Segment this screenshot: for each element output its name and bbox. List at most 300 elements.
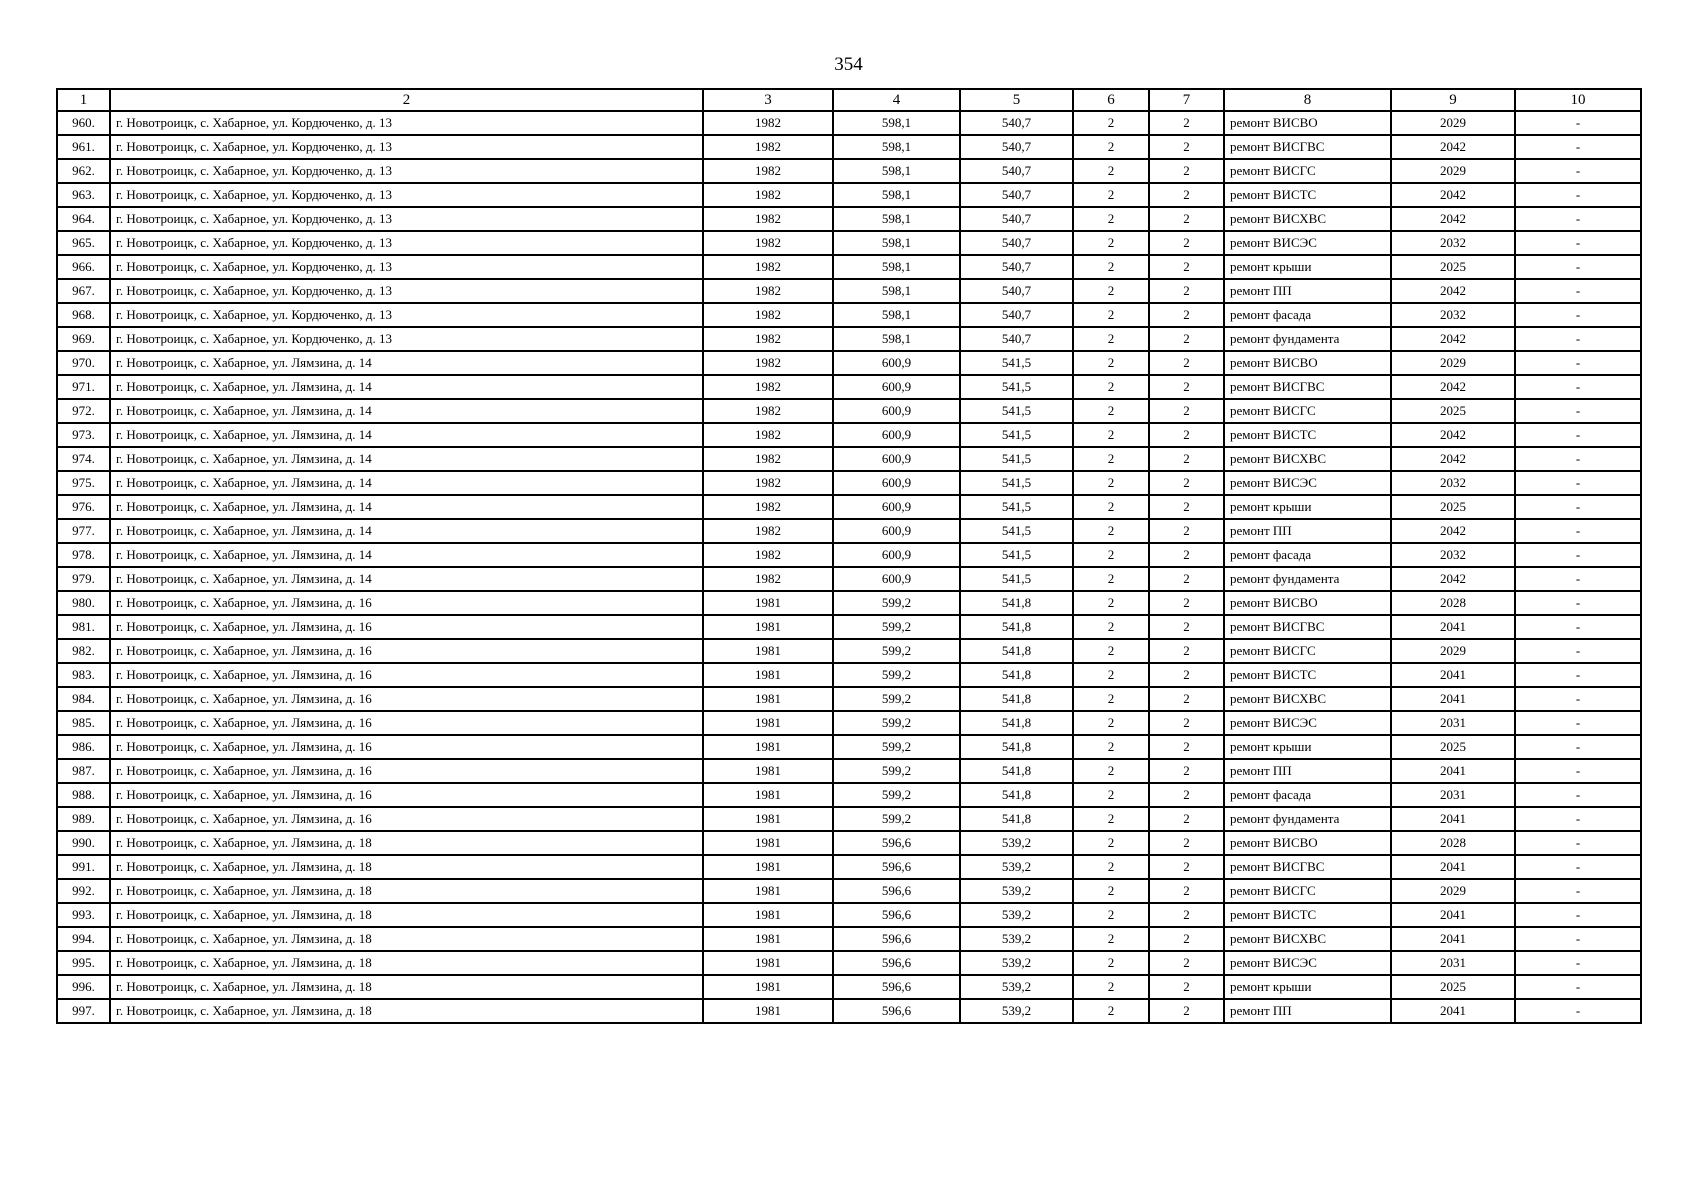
address-cell: г. Новотроицк, с. Хабарное, ул. Лямзина, д. 14 [110,543,703,567]
address-cell: г. Новотроицк, с. Хабарное, ул. Лямзина, д. 14 [110,519,703,543]
table-row [57,759,1641,783]
col10-cell: - [1515,375,1641,399]
col7-cell: 2 [1149,999,1224,1023]
total-area-cell: 598,1 [833,135,960,159]
col10-cell: - [1515,399,1641,423]
work-type-cell: ремонт ВИСХВС [1224,207,1391,231]
col6-cell: 2 [1073,879,1149,903]
planned-year-cell: 2029 [1391,111,1515,135]
planned-year-cell: 2025 [1391,255,1515,279]
planned-year-cell: 2041 [1391,663,1515,687]
living-area-cell: 541,5 [960,351,1073,375]
table-row [57,351,1641,375]
total-area-cell: 600,9 [833,399,960,423]
col6-cell: 2 [1073,351,1149,375]
col6-cell: 2 [1073,687,1149,711]
planned-year-cell: 2041 [1391,759,1515,783]
col6-cell: 2 [1073,639,1149,663]
table-row [57,375,1641,399]
year-built-cell: 1982 [703,183,833,207]
col6-cell: 2 [1073,615,1149,639]
year-built-cell: 1982 [703,519,833,543]
total-area-cell: 596,6 [833,975,960,999]
col7-cell: 2 [1149,159,1224,183]
living-area-cell: 541,5 [960,447,1073,471]
total-area-cell: 598,1 [833,255,960,279]
col7-cell: 2 [1149,951,1224,975]
table-row [57,495,1641,519]
row-number-cell: 963. [57,183,110,207]
row-number-cell: 992. [57,879,110,903]
col10-cell: - [1515,975,1641,999]
table-row [57,927,1641,951]
planned-year-cell: 2025 [1391,495,1515,519]
col7-cell: 2 [1149,255,1224,279]
total-area-cell: 599,2 [833,687,960,711]
col6-cell: 2 [1073,375,1149,399]
planned-year-cell: 2031 [1391,951,1515,975]
total-area-cell: 596,6 [833,927,960,951]
work-type-cell: ремонт крыши [1224,495,1391,519]
row-number-cell: 969. [57,327,110,351]
col7-cell: 2 [1149,519,1224,543]
address-cell: г. Новотроицк, с. Хабарное, ул. Лямзина, д. 16 [110,639,703,663]
col10-cell: - [1515,327,1641,351]
total-area-cell: 598,1 [833,279,960,303]
year-built-cell: 1981 [703,975,833,999]
address-cell: г. Новотроицк, с. Хабарное, ул. Лямзина, д. 14 [110,495,703,519]
address-cell: г. Новотроицк, с. Хабарное, ул. Лямзина, д. 16 [110,663,703,687]
work-type-cell: ремонт ВИСВО [1224,831,1391,855]
col6-cell: 2 [1073,231,1149,255]
table-row [57,639,1641,663]
col10-cell: - [1515,927,1641,951]
work-type-cell: ремонт ВИСТС [1224,423,1391,447]
work-type-cell: ремонт ВИСГС [1224,159,1391,183]
col7-cell: 2 [1149,975,1224,999]
living-area-cell: 541,8 [960,711,1073,735]
work-type-cell: ремонт ВИСГВС [1224,135,1391,159]
col7-cell: 2 [1149,591,1224,615]
column-header: 8 [1224,89,1391,111]
work-type-cell: ремонт ВИСГВС [1224,855,1391,879]
table-row [57,135,1641,159]
row-number-cell: 966. [57,255,110,279]
living-area-cell: 541,8 [960,807,1073,831]
living-area-cell: 539,2 [960,975,1073,999]
column-header: 1 [57,89,110,111]
year-built-cell: 1981 [703,927,833,951]
living-area-cell: 540,7 [960,327,1073,351]
column-header: 5 [960,89,1073,111]
table-row [57,111,1641,135]
col6-cell: 2 [1073,759,1149,783]
address-cell: г. Новотроицк, с. Хабарное, ул. Кордюченко, д. 13 [110,183,703,207]
work-type-cell: ремонт фундамента [1224,807,1391,831]
row-number-cell: 989. [57,807,110,831]
row-number-cell: 995. [57,951,110,975]
row-number-cell: 983. [57,663,110,687]
living-area-cell: 540,7 [960,159,1073,183]
col7-cell: 2 [1149,423,1224,447]
row-number-cell: 974. [57,447,110,471]
year-built-cell: 1982 [703,327,833,351]
planned-year-cell: 2041 [1391,615,1515,639]
col7-cell: 2 [1149,735,1224,759]
living-area-cell: 539,2 [960,831,1073,855]
work-type-cell: ремонт ВИСГС [1224,399,1391,423]
year-built-cell: 1982 [703,567,833,591]
table-row [57,711,1641,735]
planned-year-cell: 2041 [1391,999,1515,1023]
address-cell: г. Новотроицк, с. Хабарное, ул. Кордюченко, д. 13 [110,231,703,255]
total-area-cell: 598,1 [833,207,960,231]
address-cell: г. Новотроицк, с. Хабарное, ул. Лямзина, д. 14 [110,471,703,495]
address-cell: г. Новотроицк, с. Хабарное, ул. Лямзина, д. 18 [110,951,703,975]
table-row [57,423,1641,447]
row-number-cell: 961. [57,135,110,159]
col10-cell: - [1515,903,1641,927]
work-type-cell: ремонт ВИСХВС [1224,447,1391,471]
col10-cell: - [1515,831,1641,855]
row-number-cell: 987. [57,759,110,783]
col10-cell: - [1515,183,1641,207]
table-row [57,519,1641,543]
planned-year-cell: 2042 [1391,327,1515,351]
table-row [57,279,1641,303]
living-area-cell: 541,5 [960,471,1073,495]
total-area-cell: 599,2 [833,591,960,615]
planned-year-cell: 2042 [1391,135,1515,159]
col6-cell: 2 [1073,927,1149,951]
col10-cell: - [1515,519,1641,543]
address-cell: г. Новотроицк, с. Хабарное, ул. Лямзина, д. 16 [110,687,703,711]
col6-cell: 2 [1073,567,1149,591]
col6-cell: 2 [1073,975,1149,999]
year-built-cell: 1981 [703,591,833,615]
total-area-cell: 600,9 [833,351,960,375]
row-number-cell: 971. [57,375,110,399]
year-built-cell: 1981 [703,639,833,663]
col7-cell: 2 [1149,351,1224,375]
table-row [57,327,1641,351]
year-built-cell: 1982 [703,471,833,495]
total-area-cell: 596,6 [833,855,960,879]
col10-cell: - [1515,855,1641,879]
living-area-cell: 541,5 [960,519,1073,543]
work-type-cell: ремонт ВИСГВС [1224,375,1391,399]
planned-year-cell: 2031 [1391,711,1515,735]
repair-schedule-table [56,88,1642,1024]
year-built-cell: 1982 [703,303,833,327]
column-header: 9 [1391,89,1515,111]
col10-cell: - [1515,591,1641,615]
row-number-cell: 994. [57,927,110,951]
col7-cell: 2 [1149,327,1224,351]
column-header: 6 [1073,89,1149,111]
col10-cell: - [1515,471,1641,495]
table-row [57,591,1641,615]
col6-cell: 2 [1073,423,1149,447]
living-area-cell: 541,8 [960,663,1073,687]
planned-year-cell: 2042 [1391,519,1515,543]
address-cell: г. Новотроицк, с. Хабарное, ул. Лямзина, д. 16 [110,711,703,735]
row-number-cell: 968. [57,303,110,327]
planned-year-cell: 2042 [1391,567,1515,591]
year-built-cell: 1981 [703,879,833,903]
row-number-cell: 981. [57,615,110,639]
living-area-cell: 540,7 [960,255,1073,279]
row-number-cell: 985. [57,711,110,735]
living-area-cell: 539,2 [960,879,1073,903]
year-built-cell: 1982 [703,207,833,231]
living-area-cell: 539,2 [960,855,1073,879]
year-built-cell: 1981 [703,759,833,783]
address-cell: г. Новотроицк, с. Хабарное, ул. Лямзина, д. 14 [110,351,703,375]
total-area-cell: 598,1 [833,111,960,135]
planned-year-cell: 2042 [1391,183,1515,207]
address-cell: г. Новотроицк, с. Хабарное, ул. Лямзина, д. 18 [110,903,703,927]
address-cell: г. Новотроицк, с. Хабарное, ул. Лямзина, д. 14 [110,447,703,471]
col6-cell: 2 [1073,591,1149,615]
work-type-cell: ремонт фундамента [1224,567,1391,591]
table-row [57,999,1641,1023]
row-number-cell: 986. [57,735,110,759]
year-built-cell: 1982 [703,279,833,303]
col10-cell: - [1515,999,1641,1023]
planned-year-cell: 2028 [1391,591,1515,615]
planned-year-cell: 2041 [1391,855,1515,879]
address-cell: г. Новотроицк, с. Хабарное, ул. Лямзина, д. 18 [110,927,703,951]
table-row [57,615,1641,639]
col10-cell: - [1515,207,1641,231]
col6-cell: 2 [1073,855,1149,879]
year-built-cell: 1982 [703,543,833,567]
col6-cell: 2 [1073,735,1149,759]
row-number-cell: 982. [57,639,110,663]
col10-cell: - [1515,543,1641,567]
work-type-cell: ремонт ВИСЭС [1224,951,1391,975]
living-area-cell: 540,7 [960,135,1073,159]
total-area-cell: 598,1 [833,303,960,327]
column-header: 10 [1515,89,1641,111]
row-number-cell: 978. [57,543,110,567]
address-cell: г. Новотроицк, с. Хабарное, ул. Кордюченко, д. 13 [110,255,703,279]
col7-cell: 2 [1149,639,1224,663]
total-area-cell: 596,6 [833,903,960,927]
year-built-cell: 1982 [703,231,833,255]
total-area-cell: 599,2 [833,735,960,759]
row-number-cell: 975. [57,471,110,495]
work-type-cell: ремонт ВИСТС [1224,903,1391,927]
col7-cell: 2 [1149,399,1224,423]
col7-cell: 2 [1149,471,1224,495]
work-type-cell: ремонт крыши [1224,975,1391,999]
col6-cell: 2 [1073,783,1149,807]
total-area-cell: 599,2 [833,639,960,663]
address-cell: г. Новотроицк, с. Хабарное, ул. Лямзина, д. 18 [110,975,703,999]
table-header-row [57,89,1641,111]
year-built-cell: 1982 [703,351,833,375]
address-cell: г. Новотроицк, с. Хабарное, ул. Лямзина, д. 14 [110,423,703,447]
address-cell: г. Новотроицк, с. Хабарное, ул. Кордюченко, д. 13 [110,279,703,303]
col6-cell: 2 [1073,999,1149,1023]
col7-cell: 2 [1149,135,1224,159]
row-number-cell: 973. [57,423,110,447]
table-row [57,543,1641,567]
col7-cell: 2 [1149,663,1224,687]
row-number-cell: 997. [57,999,110,1023]
work-type-cell: ремонт ВИСХВС [1224,687,1391,711]
planned-year-cell: 2042 [1391,375,1515,399]
col6-cell: 2 [1073,903,1149,927]
page-number: 354 [834,54,863,75]
planned-year-cell: 2041 [1391,687,1515,711]
col10-cell: - [1515,951,1641,975]
planned-year-cell: 2042 [1391,447,1515,471]
work-type-cell: ремонт ПП [1224,759,1391,783]
row-number-cell: 960. [57,111,110,135]
col6-cell: 2 [1073,255,1149,279]
col6-cell: 2 [1073,711,1149,735]
col10-cell: - [1515,711,1641,735]
planned-year-cell: 2042 [1391,279,1515,303]
total-area-cell: 599,2 [833,711,960,735]
year-built-cell: 1982 [703,447,833,471]
col6-cell: 2 [1073,183,1149,207]
year-built-cell: 1982 [703,159,833,183]
year-built-cell: 1982 [703,399,833,423]
col7-cell: 2 [1149,687,1224,711]
column-header: 3 [703,89,833,111]
planned-year-cell: 2029 [1391,159,1515,183]
planned-year-cell: 2032 [1391,471,1515,495]
col10-cell: - [1515,111,1641,135]
planned-year-cell: 2032 [1391,543,1515,567]
col10-cell: - [1515,639,1641,663]
address-cell: г. Новотроицк, с. Хабарное, ул. Лямзина, д. 16 [110,735,703,759]
col7-cell: 2 [1149,831,1224,855]
living-area-cell: 541,5 [960,423,1073,447]
table-row [57,975,1641,999]
col7-cell: 2 [1149,183,1224,207]
work-type-cell: ремонт ВИСЭС [1224,711,1391,735]
table-row [57,903,1641,927]
year-built-cell: 1981 [703,615,833,639]
col7-cell: 2 [1149,879,1224,903]
address-cell: г. Новотроицк, с. Хабарное, ул. Кордюченко, д. 13 [110,111,703,135]
row-number-cell: 964. [57,207,110,231]
work-type-cell: ремонт ВИСГС [1224,639,1391,663]
row-number-cell: 996. [57,975,110,999]
row-number-cell: 988. [57,783,110,807]
col10-cell: - [1515,447,1641,471]
table-row [57,831,1641,855]
col10-cell: - [1515,351,1641,375]
living-area-cell: 541,5 [960,567,1073,591]
year-built-cell: 1981 [703,807,833,831]
total-area-cell: 600,9 [833,375,960,399]
year-built-cell: 1982 [703,495,833,519]
col7-cell: 2 [1149,615,1224,639]
table-row [57,663,1641,687]
address-cell: г. Новотроицк, с. Хабарное, ул. Лямзина, д. 18 [110,999,703,1023]
address-cell: г. Новотроицк, с. Хабарное, ул. Кордюченко, д. 13 [110,207,703,231]
col10-cell: - [1515,807,1641,831]
living-area-cell: 541,8 [960,759,1073,783]
living-area-cell: 540,7 [960,111,1073,135]
address-cell: г. Новотроицк, с. Хабарное, ул. Кордюченко, д. 13 [110,159,703,183]
year-built-cell: 1982 [703,375,833,399]
table-row [57,807,1641,831]
total-area-cell: 599,2 [833,615,960,639]
col6-cell: 2 [1073,399,1149,423]
planned-year-cell: 2041 [1391,903,1515,927]
row-number-cell: 979. [57,567,110,591]
planned-year-cell: 2029 [1391,639,1515,663]
table-body [57,111,1641,1023]
year-built-cell: 1982 [703,135,833,159]
address-cell: г. Новотроицк, с. Хабарное, ул. Лямзина, д. 18 [110,879,703,903]
col7-cell: 2 [1149,711,1224,735]
work-type-cell: ремонт ВИСЭС [1224,231,1391,255]
col6-cell: 2 [1073,447,1149,471]
planned-year-cell: 2028 [1391,831,1515,855]
year-built-cell: 1981 [703,951,833,975]
row-number-cell: 972. [57,399,110,423]
row-number-cell: 970. [57,351,110,375]
column-header: 4 [833,89,960,111]
col6-cell: 2 [1073,207,1149,231]
total-area-cell: 596,6 [833,831,960,855]
col10-cell: - [1515,423,1641,447]
work-type-cell: ремонт фасада [1224,303,1391,327]
year-built-cell: 1982 [703,111,833,135]
address-cell: г. Новотроицк, с. Хабарное, ул. Лямзина, д. 14 [110,567,703,591]
planned-year-cell: 2029 [1391,879,1515,903]
table-row [57,567,1641,591]
col6-cell: 2 [1073,951,1149,975]
address-cell: г. Новотроицк, с. Хабарное, ул. Лямзина, д. 16 [110,615,703,639]
col10-cell: - [1515,159,1641,183]
planned-year-cell: 2041 [1391,807,1515,831]
col10-cell: - [1515,495,1641,519]
col10-cell: - [1515,735,1641,759]
col10-cell: - [1515,135,1641,159]
work-type-cell: ремонт ВИСТС [1224,663,1391,687]
table-row [57,447,1641,471]
col10-cell: - [1515,759,1641,783]
living-area-cell: 540,7 [960,279,1073,303]
col7-cell: 2 [1149,927,1224,951]
living-area-cell: 541,5 [960,399,1073,423]
work-type-cell: ремонт крыши [1224,255,1391,279]
table-row [57,303,1641,327]
total-area-cell: 599,2 [833,759,960,783]
total-area-cell: 598,1 [833,159,960,183]
total-area-cell: 599,2 [833,783,960,807]
work-type-cell: ремонт ВИСХВС [1224,927,1391,951]
work-type-cell: ремонт ПП [1224,999,1391,1023]
row-number-cell: 976. [57,495,110,519]
total-area-cell: 599,2 [833,807,960,831]
total-area-cell: 600,9 [833,519,960,543]
work-type-cell: ремонт ВИСВО [1224,591,1391,615]
living-area-cell: 539,2 [960,903,1073,927]
col7-cell: 2 [1149,543,1224,567]
living-area-cell: 539,2 [960,951,1073,975]
living-area-cell: 541,8 [960,735,1073,759]
